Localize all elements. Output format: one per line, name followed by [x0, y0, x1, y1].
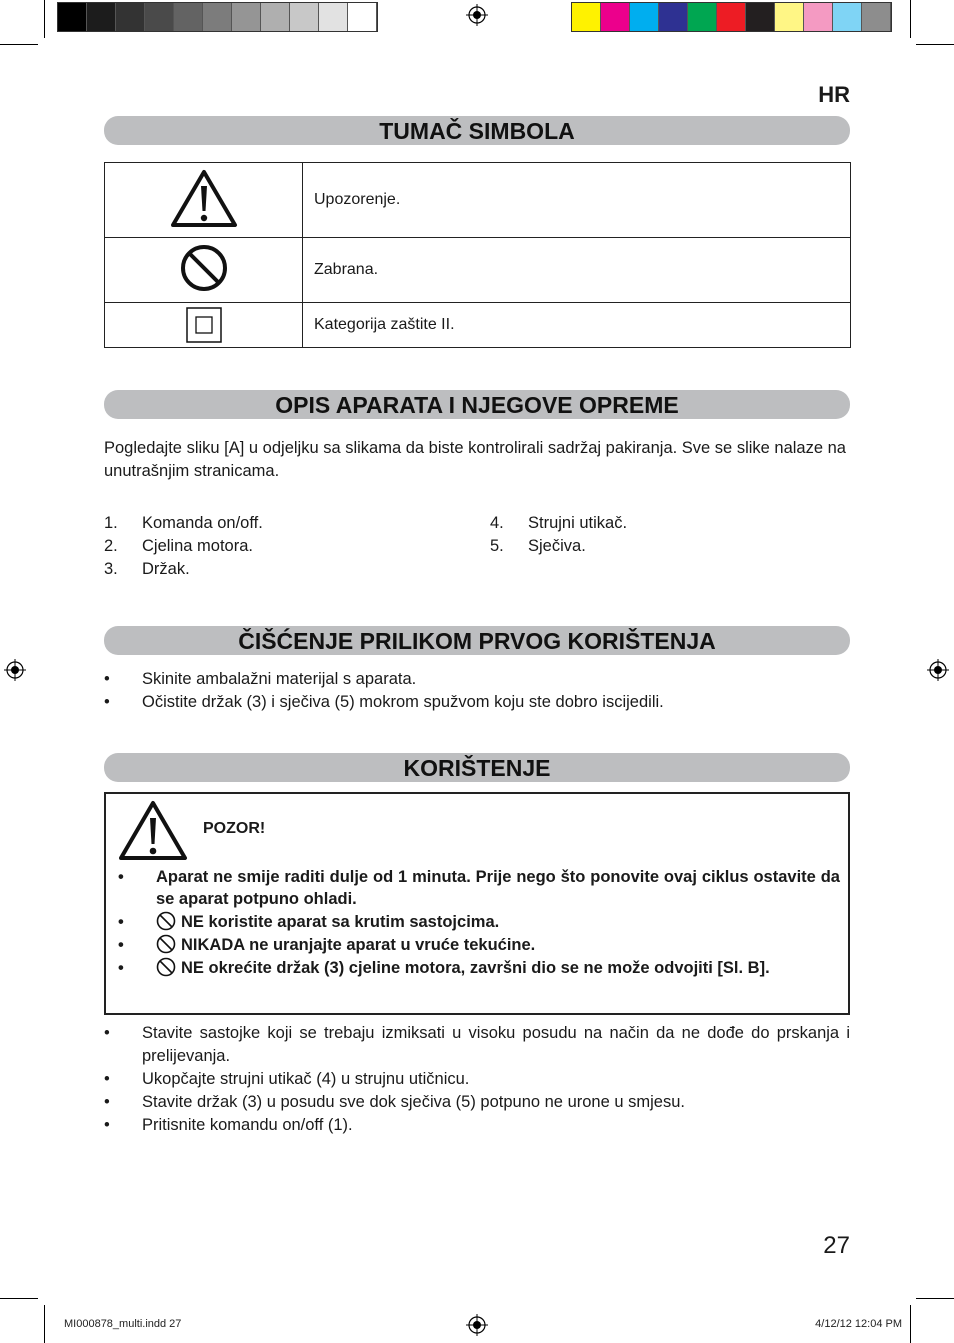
color-swatch: [746, 3, 775, 31]
grayscale-calibration-bar: [57, 2, 378, 32]
symbol-description: Kategorija zaštite II.: [303, 303, 851, 348]
language-tag: HR: [818, 82, 850, 107]
section-title-cleaning: ČIŠĆENJE PRILIKOM PRVOG KORIŠTENJA: [104, 626, 850, 655]
color-swatch: [688, 3, 717, 31]
prohibition-icon: [156, 934, 176, 954]
registration-mark-icon: [4, 659, 26, 681]
warning-item: • Aparat ne smije raditi dulje od 1 minuta. Prije nego što ponovite ovaj ciklus ostavite da se aparat potpuno ohladi.: [118, 868, 840, 908]
crop-mark: [0, 44, 38, 45]
crop-mark: [0, 1298, 38, 1299]
list-item: 4. Strujni utikač.: [490, 514, 628, 532]
bullet-item: • Stavite sastojke koji se trebaju izmiksati u visoku posudu na način da ne dođe do prskanja i prelijevanja.: [104, 1024, 850, 1065]
warning-triangle-icon: [170, 168, 238, 228]
color-swatch: [862, 3, 891, 31]
symbol-cell: [105, 238, 303, 303]
prohibition-icon: [156, 911, 176, 931]
color-swatch: [601, 3, 630, 31]
intro-paragraph: Pogledajte sliku [A] u odjeljku sa slikama da biste kontrolirali sadržaj pakiranja. Sve se slike nalaze na unutrašnjim stranicama.: [104, 439, 846, 480]
bullet-item: • Skinite ambalažni materijal s aparata.: [104, 670, 417, 688]
warning-box: [104, 792, 850, 1015]
warning-item: • NE okrećite držak (3) cjeline motora, završni dio se ne može odvojiti [Sl. B].: [118, 959, 770, 977]
prohibition-icon: [179, 243, 229, 293]
crop-mark: [916, 1298, 954, 1299]
color-swatch: [319, 3, 348, 31]
section-title-symbols: TUMAČ SIMBOLA: [104, 116, 850, 145]
section-title-usage: KORIŠTENJE: [104, 753, 850, 782]
color-calibration-bar: [571, 2, 892, 32]
color-swatch: [572, 3, 601, 31]
symbol-cell: [105, 303, 303, 348]
crop-mark: [916, 44, 954, 45]
registration-mark-icon: [466, 1314, 488, 1336]
bullet-item: • Stavite držak (3) u posudu sve dok sječiva (5) potpuno ne urone u smjesu.: [104, 1093, 685, 1111]
table-row: [105, 303, 851, 348]
color-swatch: [833, 3, 862, 31]
table-row: [105, 163, 851, 238]
color-swatch: [775, 3, 804, 31]
table-row: [105, 238, 851, 303]
warning-triangle-icon: [118, 799, 188, 861]
list-item: 2. Cjelina motora.: [104, 537, 253, 555]
color-swatch: [804, 3, 833, 31]
warning-label: POZOR!: [203, 820, 266, 837]
color-swatch: [659, 3, 688, 31]
color-swatch: [232, 3, 261, 31]
class-ii-double-square-icon: [186, 307, 222, 343]
crop-mark: [910, 1305, 911, 1343]
color-swatch: [290, 3, 319, 31]
list-item: 3. Držak.: [104, 560, 190, 578]
registration-mark-icon: [927, 659, 949, 681]
color-swatch: [348, 3, 377, 31]
color-swatch: [58, 3, 87, 31]
color-swatch: [145, 3, 174, 31]
symbol-description: Upozorenje.: [303, 163, 851, 238]
bullet-item: • Očistite držak (3) i sječiva (5) mokrom spužvom koju ste dobro iscijedili.: [104, 693, 664, 711]
color-swatch: [87, 3, 116, 31]
symbol-description: Zabrana.: [303, 238, 851, 303]
color-swatch: [261, 3, 290, 31]
warning-item: • NE koristite aparat sa krutim sastojcima.: [118, 913, 500, 931]
footer-file-info: MI000878_multi.indd 27: [64, 1318, 182, 1330]
bullet-item: • Pritisnite komandu on/off (1).: [104, 1116, 353, 1134]
list-item: 5. Sječiva.: [490, 537, 586, 555]
prohibition-icon: [156, 957, 176, 977]
color-swatch: [116, 3, 145, 31]
symbols-table: [104, 162, 851, 348]
page-number: 27: [823, 1232, 850, 1259]
footer-timestamp: 4/12/12 12:04 PM: [815, 1318, 902, 1330]
color-swatch: [174, 3, 203, 31]
symbol-cell: [105, 163, 303, 238]
color-swatch: [203, 3, 232, 31]
color-swatch: [630, 3, 659, 31]
crop-mark: [910, 0, 911, 38]
list-item: 1. Komanda on/off.: [104, 514, 263, 532]
registration-mark-icon: [466, 4, 488, 26]
color-swatch: [717, 3, 746, 31]
bullet-item: • Ukopčajte strujni utikač (4) u strujnu utičnicu.: [104, 1070, 470, 1088]
crop-mark: [44, 0, 45, 38]
warning-item: • NIKADA ne uranjajte aparat u vruće tekućine.: [118, 936, 536, 954]
crop-mark: [44, 1305, 45, 1343]
section-title-description: OPIS APARATA I NJEGOVE OPREME: [104, 390, 850, 419]
